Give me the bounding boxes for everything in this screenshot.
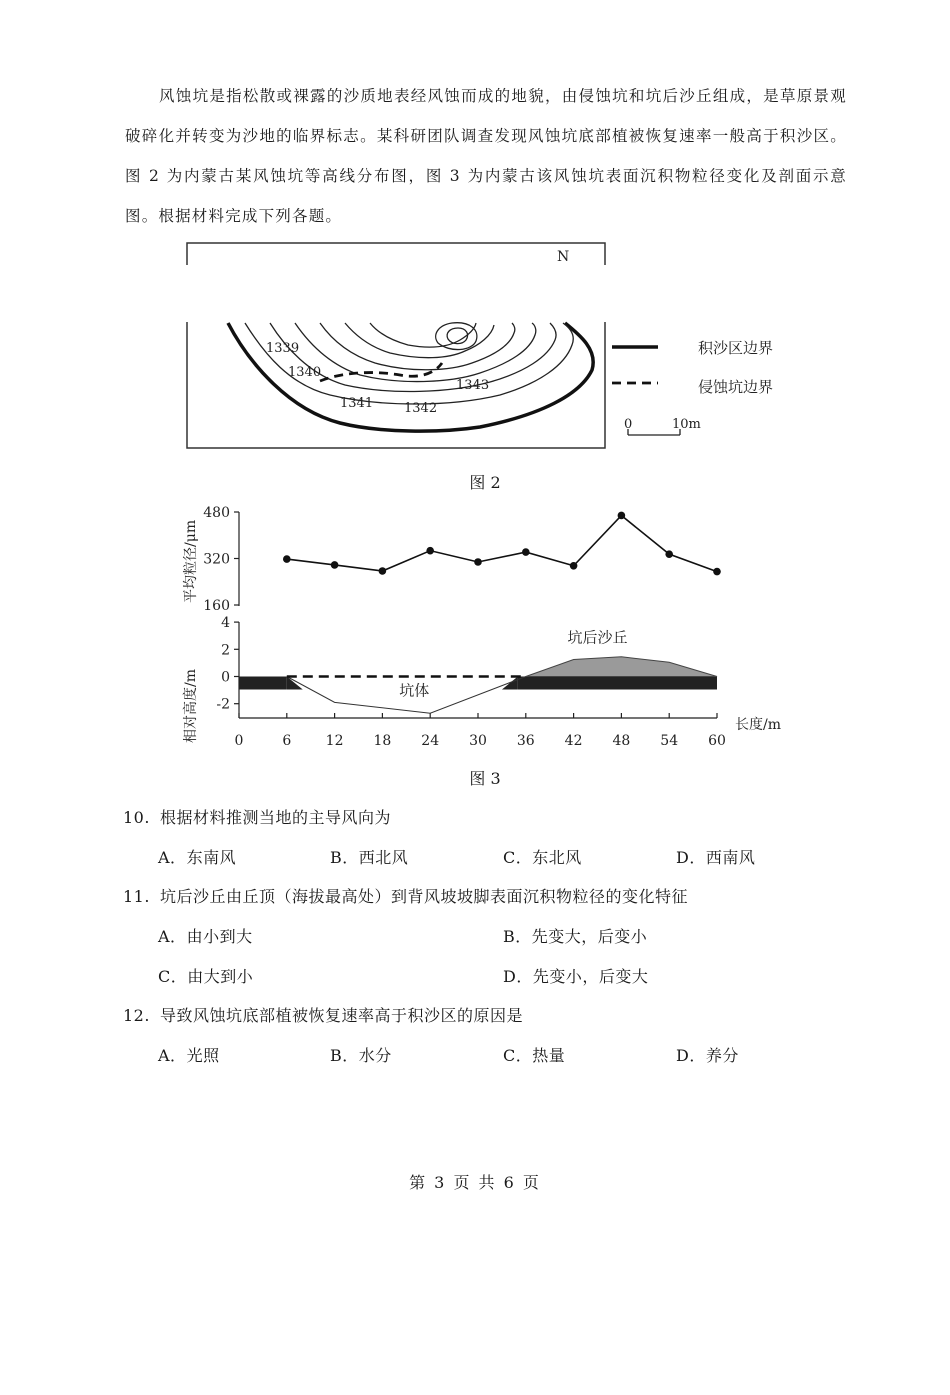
blank-band: [180, 265, 790, 322]
figure-2-contour-map: [180, 235, 790, 455]
option-label: B．: [330, 848, 359, 867]
option-label: D．: [676, 1046, 706, 1065]
grain-size-point: [283, 555, 291, 563]
bottom-y-tick-label: -2: [216, 696, 230, 713]
question-number: 11.: [123, 887, 150, 906]
x-tick-label: 12: [325, 733, 344, 749]
option-label: A．: [158, 927, 187, 946]
contour-label-1339: 1339: [266, 341, 300, 356]
question-11-stem: [123, 884, 688, 907]
dune-label: 坑后沙丘: [567, 628, 628, 647]
ground-layer-left: [239, 677, 287, 690]
contour-label-1341: 1341: [340, 396, 374, 411]
page-footer: 第 3 页 共 6 页: [409, 1173, 541, 1192]
grain-size-point: [379, 567, 387, 575]
x-tick-label: 30: [469, 733, 487, 749]
question-11-option-d[interactable]: [503, 964, 648, 987]
option-text: 养分: [705, 1046, 739, 1065]
option-text: 先变大，后变小: [531, 927, 648, 946]
question-number: 10.: [123, 808, 150, 827]
grain-size-point: [426, 547, 434, 555]
option-text: 热量: [532, 1046, 566, 1065]
option-label: A．: [158, 848, 187, 867]
figure-3-chart: [175, 498, 800, 753]
scale-length-label: 10m: [672, 417, 701, 432]
option-text: 西北风: [358, 848, 409, 867]
option-text: 由小到大: [186, 927, 253, 946]
option-text: 先变小，后变大: [532, 967, 649, 986]
question-12-option-b[interactable]: [330, 1043, 392, 1066]
figure-2-caption: 图 2: [469, 473, 501, 492]
north-label: N: [557, 249, 570, 265]
grain-size-point: [665, 550, 673, 558]
contour-label-1340: 1340: [288, 365, 322, 380]
top-y-tick-label: 480: [203, 505, 230, 521]
profile-shapes: [239, 657, 717, 713]
bottom-panel-xlabel: 长度/m: [735, 717, 781, 733]
contour-label-1343: 1343: [456, 378, 490, 393]
top-y-tick-label: 320: [203, 551, 230, 568]
x-tick-label: 54: [660, 733, 679, 749]
option-label: C．: [158, 967, 188, 986]
question-number: 12.: [123, 1006, 150, 1025]
x-tick-label: 18: [373, 733, 392, 749]
x-tick-label: 48: [612, 733, 631, 749]
top-panel-ticks: [203, 505, 239, 614]
x-tick-label: 42: [564, 733, 583, 749]
option-text: 西南风: [705, 848, 756, 867]
figure-3-caption: 图 3: [469, 769, 501, 788]
map-legend: [612, 339, 773, 435]
question-10-option-c[interactable]: [503, 845, 582, 868]
question-12-option-c[interactable]: [503, 1043, 565, 1066]
grain-size-point: [331, 561, 339, 569]
hilltop-contours: [436, 323, 477, 350]
grain-size-point: [713, 568, 721, 576]
intro-paragraph: 风蚀坑是指松散或裸露的沙质地表经风蚀而成的地貌，由侵蚀坑和坑后沙丘组成，是草原景观破碎化并转变为沙地的临界标志。某科研团队调查发现风蚀坑底部植被恢复速率一般高于积沙区。图 2 为内蒙古某风蚀坑等高线分布图，图 3 为内蒙古该风蚀坑表面沉积物粒径变化及剖面示意图。根据材料完成下列各题。: [125, 87, 847, 225]
bottom-panel-y-ticks: [216, 615, 239, 713]
grain-size-point: [618, 512, 626, 520]
x-tick-label: 36: [516, 733, 535, 749]
grain-size-line: [287, 515, 717, 571]
option-text: 水分: [358, 1046, 392, 1065]
top-panel-ylabel: 平均粒径/μm: [183, 519, 199, 603]
option-label: A．: [158, 1046, 187, 1065]
grain-size-point: [570, 562, 578, 570]
option-label: C．: [503, 1046, 533, 1065]
question-10-option-a[interactable]: [158, 845, 236, 868]
option-text: 东北风: [532, 848, 582, 867]
question-text: 根据材料推测当地的主导风向为: [159, 808, 391, 827]
pit-label: 坑体: [399, 681, 430, 700]
question-10-option-d[interactable]: [676, 845, 755, 868]
grain-size-point: [474, 558, 482, 566]
option-label: D．: [503, 967, 533, 986]
legend-deposit-label: 积沙区边界: [698, 339, 774, 357]
question-text: 导致风蚀坑底部植被恢复速率高于积沙区的原因是: [159, 1006, 523, 1025]
contour-label-1342: 1342: [404, 401, 438, 416]
x-tick-label: 60: [708, 733, 726, 749]
x-tick-label: 0: [234, 733, 244, 749]
option-label: B．: [503, 927, 532, 946]
question-text: 坑后沙丘由丘顶（海拔最高处）到背风坡坡脚表面沉积物粒径的变化特征: [159, 887, 688, 906]
legend-erosion-label: 侵蚀坑边界: [698, 378, 774, 396]
grain-size-point: [522, 548, 530, 556]
scale-zero-label: 0: [624, 417, 633, 432]
question-12-stem: [123, 1003, 523, 1026]
x-tick-label: 24: [421, 733, 440, 749]
ground-layer-left-slope: [287, 677, 303, 690]
bottom-y-tick-label: 0: [221, 669, 230, 686]
bottom-panel-ylabel: 相对高度/m: [183, 669, 199, 743]
x-tick-label: 6: [282, 733, 292, 749]
option-label: C．: [503, 848, 533, 867]
option-label: B．: [330, 1046, 359, 1065]
question-11-option-c[interactable]: [158, 964, 253, 987]
question-12-option-d[interactable]: [676, 1043, 739, 1066]
dune-shape: [526, 657, 717, 677]
option-text: 光照: [186, 1046, 220, 1065]
question-12-option-a[interactable]: [158, 1043, 220, 1066]
contour-lines: [245, 323, 573, 404]
question-10-stem: [123, 805, 391, 828]
question-10-option-b[interactable]: [330, 845, 408, 868]
bottom-y-tick-label: 2: [221, 642, 230, 659]
question-11-option-b[interactable]: [503, 924, 647, 947]
option-text: 东南风: [186, 848, 237, 867]
bottom-y-tick-label: 4: [221, 615, 230, 632]
option-text: 由大到小: [187, 967, 254, 986]
ground-layer-right: [518, 677, 717, 690]
question-11-option-a[interactable]: [158, 924, 253, 947]
option-label: D．: [676, 848, 706, 867]
top-panel-series: [283, 512, 721, 576]
top-y-tick-label: 160: [203, 598, 230, 614]
